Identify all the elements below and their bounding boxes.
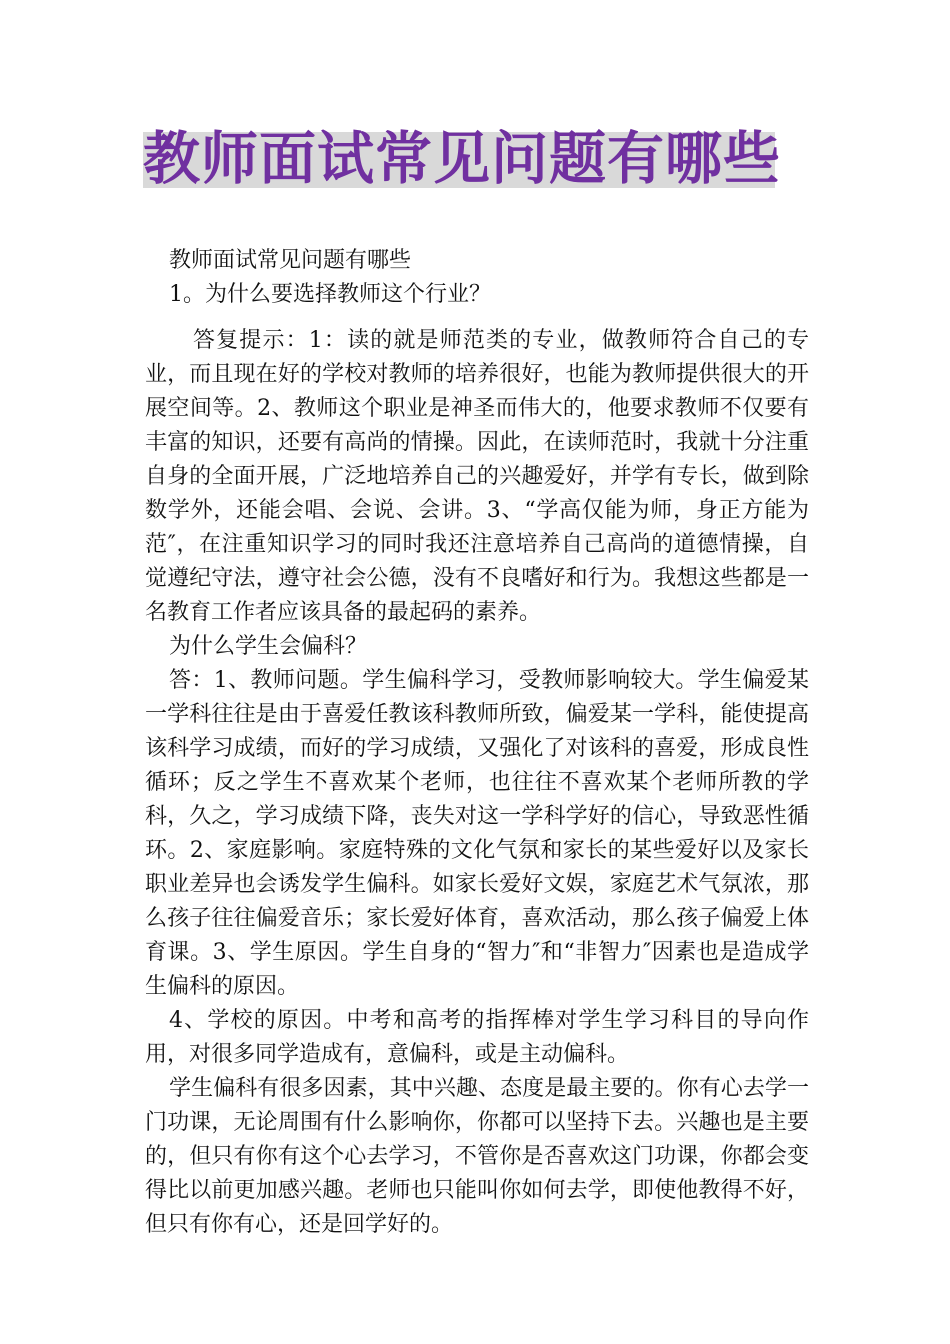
subtitle-paragraph: 教师面试常见问题有哪些 xyxy=(169,248,412,273)
question-1: 1。为什么要选择教师这个行业？ xyxy=(169,282,491,307)
answer-2-paragraph: 答：1、教师问题。学生偏科学习，受教师影响较大。学生偏爱某一学科往往是由于喜爱任教该科教师所致，偏爱某一学科，能使提高该科学习成绩，而好的学习成绩，又强化了对该科的喜爱，形成良性循环；反之学生不喜欢某个老师，也往往不喜欢某个老师所教的学科，久之，学习成绩下降，丧失对这一学科学好的信心，导致恶性循环。2、家庭影响。家庭特殊的文化气氛和家长的某些爱好以及家长职业差异也会诱发学生偏科。如家长爱好文娱，家庭艺术气氛浓，那么孩子往往偏爱音乐；家长爱好体育，喜欢活动，那么孩子偏爱上体育课。3、学生原因。学生自身的“智力″和“非智力″因素也是造成学生偏科的原因。 xyxy=(145,668,809,999)
answer-2-point-4: 4、学校的原因。中考和高考的指挥棒对学生学习科目的导向作用，对很多同学造成有，意偏科，或是主动偏科。 xyxy=(145,1008,809,1067)
closing-paragraph: 学生偏科有很多因素，其中兴趣、态度是最主要的。你有心去学一门功课，无论周围有什么影响你，你都可以坚持下去。兴趣也是主要的，但只有你有这个心去学习，不管你是否喜欢这门功课，你都会变得比以前更加感兴趣。老师也只能叫你如何去学，即使他教得不好，但只有你有心，还是回学好的。 xyxy=(145,1076,809,1237)
document-title: 教师面试常见问题有哪些 xyxy=(143,126,781,192)
document-body xyxy=(145,244,809,1242)
question-2: 为什么学生会偏科？ xyxy=(169,634,368,659)
title-block xyxy=(143,126,781,192)
answer-1-paragraph: 答复提示：1：读的就是师范类的专业，做教师符合自己的专业，而且现在好的学校对教师的培养很好，也能为教师提供很大的开展空间等。2、教师这个职业是神圣而伟大的，他要求教师不仅要有丰富的知识，还要有高尚的情操。因此，在读师范时，我就十分注重自身的全面开展，广泛地培养自己的兴趣爱好，并学有专长，做到除数学外，还能会唱、会说、会讲。3、“学高仅能为师，身正方能为范″，在注重知识学习的同时我还注意培养自己高尚的道德情操，自觉遵纪守法，遵守社会公德，没有不良嗜好和行为。我想这些都是一名教育工作者应该具备的最起码的素养。 xyxy=(145,328,809,625)
